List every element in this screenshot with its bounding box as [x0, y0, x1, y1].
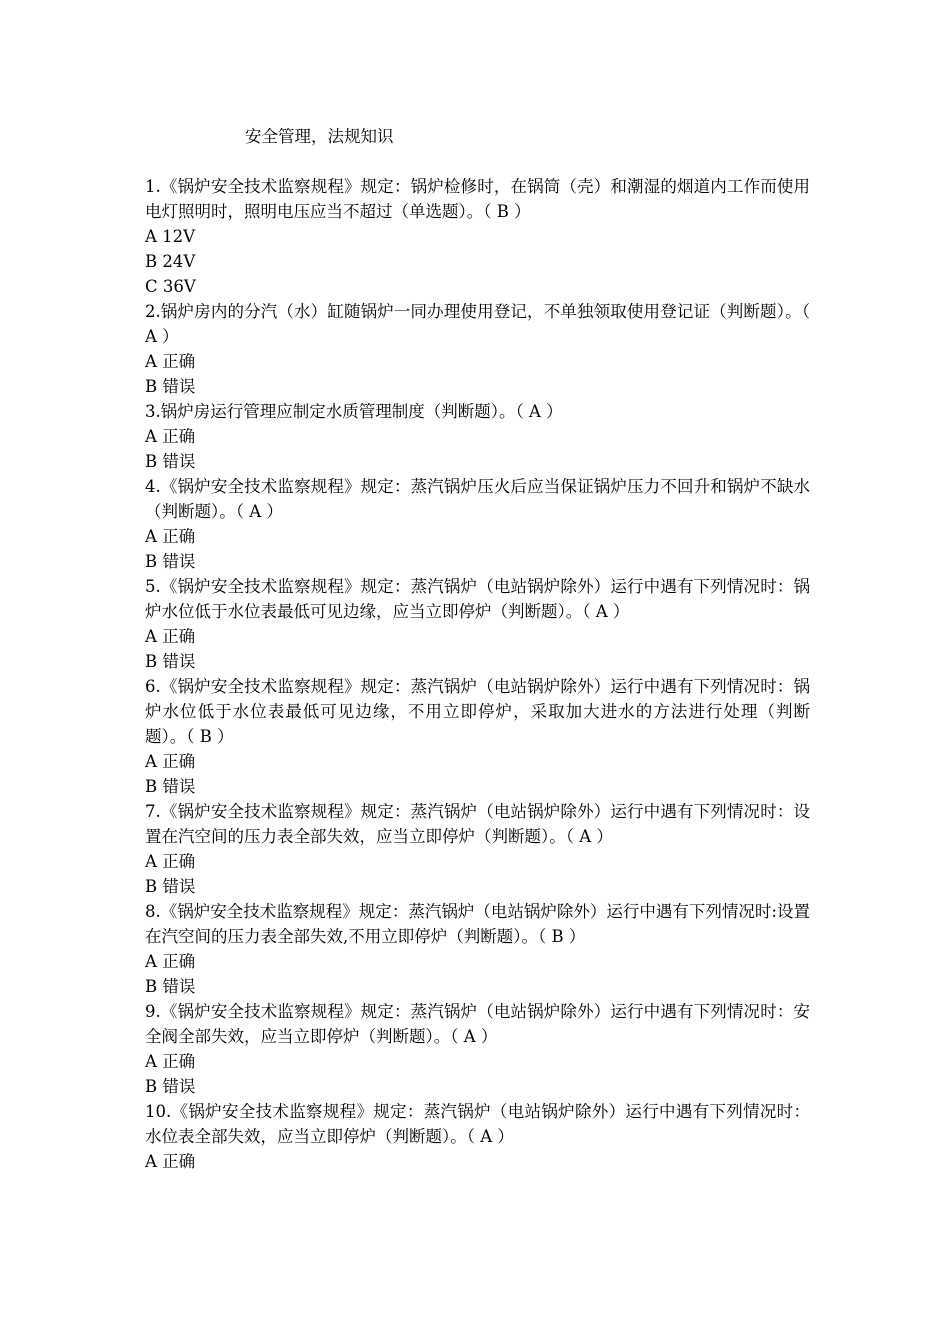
answer-option: B 错误 [145, 652, 196, 671]
answer-option: A 正确 [145, 952, 196, 971]
question-item [145, 999, 810, 1099]
question-item [145, 799, 810, 899]
question-text: 10.《锅炉安全技术监察规程》规定：蒸汽锅炉（电站锅炉除外）运行中遇有下列情况时：水位表全部失效，应当立即停炉（判断题）。（ A ） [145, 1102, 810, 1146]
answer-option: B 错误 [145, 977, 196, 996]
question-text: 6.《锅炉安全技术监察规程》规定：蒸汽锅炉（电站锅炉除外）运行中遇有下列情况时：锅炉水位低于水位表最低可见边缘，不用立即停炉，采取加大进水的方法进行处理（判断题）。（ B ） [145, 677, 810, 746]
answer-option: C 36V [145, 277, 196, 296]
question-list [145, 174, 810, 1174]
question-text: 7.《锅炉安全技术监察规程》规定：蒸汽锅炉（电站锅炉除外）运行中遇有下列情况时：设置在汽空间的压力表全部失效，应当立即停炉（判断题）。（ A ） [145, 802, 810, 846]
question-item [145, 674, 810, 799]
question-text: 5.《锅炉安全技术监察规程》规定：蒸汽锅炉（电站锅炉除外）运行中遇有下列情况时：锅炉水位低于水位表最低可见边缘，应当立即停炉（判断题）。（ A ） [145, 577, 810, 621]
question-item [145, 399, 810, 474]
question-text: 8.《锅炉安全技术监察规程》规定：蒸汽锅炉（电站锅炉除外）运行中遇有下列情况时:设置在汽空间的压力表全部失效,不用立即停炉（判断题）。（ B ） [145, 902, 810, 946]
document-title: 安全管理，法规知识 [245, 127, 394, 146]
answer-option: A 正确 [145, 527, 196, 546]
question-text: 4.《锅炉安全技术监察规程》规定：蒸汽锅炉压火后应当保证锅炉压力不回升和锅炉不缺水（判断题）。（ A ） [145, 477, 810, 521]
answer-option: B 错误 [145, 452, 196, 471]
answer-option: A 正确 [145, 752, 196, 771]
answer-option: B 错误 [145, 777, 196, 796]
question-text: 1.《锅炉安全技术监察规程》规定：锅炉检修时，在锅筒（壳）和潮湿的烟道内工作而使用电灯照明时，照明电压应当不超过（单选题）。（ B ） [145, 177, 810, 221]
question-text: 9.《锅炉安全技术监察规程》规定：蒸汽锅炉（电站锅炉除外）运行中遇有下列情况时：安全阀全部失效，应当立即停炉（判断题）。（ A ） [145, 1002, 810, 1046]
answer-option: A 正确 [145, 352, 196, 371]
answer-option: A 正确 [145, 852, 196, 871]
answer-option: B 错误 [145, 1077, 196, 1096]
answer-option: B 错误 [145, 377, 196, 396]
answer-option: A 正确 [145, 427, 196, 446]
answer-option: A 正确 [145, 1152, 196, 1171]
question-item [145, 574, 810, 674]
question-item [145, 1099, 810, 1174]
answer-option: A 正确 [145, 1052, 196, 1071]
answer-option: B 24V [145, 252, 196, 271]
answer-option: A 12V [145, 227, 196, 246]
question-item [145, 474, 810, 574]
question-text: 2.锅炉房内的分汽（水）缸随锅炉一同办理使用登记，不单独领取使用登记证（判断题）。（ A ） [145, 302, 810, 346]
answer-option: A 正确 [145, 627, 196, 646]
question-item [145, 174, 810, 299]
question-item [145, 899, 810, 999]
question-item [145, 299, 810, 399]
answer-option: B 错误 [145, 877, 196, 896]
question-text: 3.锅炉房运行管理应制定水质管理制度（判断题）。（ A ） [145, 402, 563, 421]
answer-option: B 错误 [145, 552, 196, 571]
